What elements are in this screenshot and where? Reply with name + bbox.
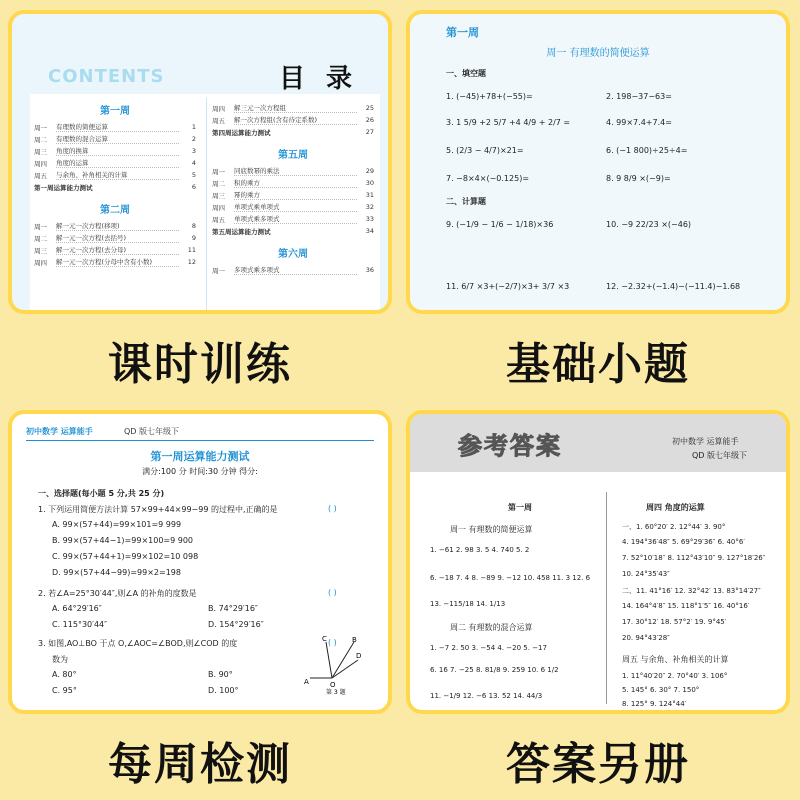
toc-list	[208, 165, 378, 225]
answer-line: 1. 11°40′20″ 2. 70°40′ 3. 106°	[622, 672, 728, 680]
toc-row	[208, 102, 378, 114]
toc-row-page: 3	[191, 147, 196, 155]
toc-row-title: 同底数幂的乘法	[234, 166, 357, 176]
section-heading: 一、填空题	[446, 69, 486, 78]
toc-row-title: 角度的运算	[56, 158, 179, 168]
toc-row	[208, 114, 378, 126]
toc-row	[30, 181, 200, 193]
question: 12. −2.32+(−1.4)−(−11.4)−1.68	[606, 282, 741, 291]
figure-caption: 第 3 题	[326, 689, 346, 696]
grade-label: QD 版七年级下	[124, 427, 179, 436]
toc-row-page: 5	[191, 171, 196, 179]
toc-row-day: 周三	[34, 246, 47, 255]
brand-label: 初中数学 运算能手	[672, 437, 739, 446]
toc-row-title: 与余角、补角相关的计算	[56, 170, 179, 180]
toc-row-page: 32	[365, 203, 374, 211]
ray-od	[332, 660, 358, 678]
toc-title: 目 录	[278, 64, 358, 94]
toc-row-day: 周五	[212, 116, 225, 125]
day-heading: 周二 有理数的混合运算	[450, 623, 533, 632]
toc-row-page: 36	[365, 266, 374, 274]
toc-divider	[206, 98, 207, 310]
toc-row-title: 单项式乘多项式	[234, 214, 357, 224]
option: D. 100°	[208, 686, 239, 695]
caption-basic-exercises: 基础小题	[506, 339, 690, 390]
question: 4. 99×7.4+7.4=	[606, 118, 672, 127]
toc-week-heading: 第二周	[100, 205, 130, 216]
question-continued: 数为	[52, 655, 68, 664]
toc-row-day: 周四	[34, 159, 47, 168]
grade-label: QD 版七年级下	[692, 451, 747, 460]
question: 10. −9 22/23 ×(−46)	[606, 220, 692, 229]
day-heading: 周五 与余角、补角相关的计算	[622, 655, 729, 664]
toc-row	[30, 121, 200, 133]
answer-line: 5. 145° 6. 30° 7. 150°	[622, 686, 700, 694]
option: C. 95°	[52, 686, 77, 695]
toc-row-page: 34	[365, 227, 374, 235]
option: B. 74°29′16″	[208, 604, 258, 613]
label-c: C	[322, 635, 327, 643]
test-title: 第一周运算能力测试	[150, 450, 250, 463]
toc-row-page: 4	[191, 159, 196, 167]
toc-list	[30, 220, 200, 268]
toc-row	[208, 264, 378, 276]
question: 2. 198−37−63=	[606, 92, 672, 101]
toc-row-page: 1	[191, 123, 196, 131]
question: 5. (2/3 − 4/7)×21=	[446, 146, 524, 155]
answer-line: 1. −7 2. 50 3. −54 4. −20 5. −17	[430, 644, 547, 652]
test-meta: 满分:100 分 时间:30 分钟 得分:	[142, 467, 258, 476]
answer-line: 8. 125° 9. 124°44′	[622, 700, 687, 708]
question: 7. −8×4×(−0.125)=	[446, 174, 530, 183]
answer-line: 4. 194°36′48″ 5. 69°29′36″ 6. 40°6′	[622, 538, 745, 546]
answer-line: 14. 164°4′8″ 15. 118°1′5″ 16. 40°16′	[622, 602, 750, 610]
answer-line: 二、11. 41°16′ 12. 32°42′ 13. 83°14′27″	[622, 587, 761, 595]
toc-row	[208, 189, 378, 201]
toc-row-title: 有理数的简便运算	[56, 122, 179, 132]
column-divider	[606, 492, 607, 704]
question: 8. 9 8/9 ×(−9)=	[606, 174, 671, 183]
option: C. 115°30′44″	[52, 620, 108, 629]
toc-row-day: 周一	[212, 266, 225, 275]
toc-row-title: 解一次方程组(含有待定系数)	[234, 115, 357, 125]
question: 9. (−1/9 − 1/6 − 1/18)×36	[446, 220, 554, 229]
ray-oc	[326, 642, 332, 678]
toc-row-title: 积的乘方	[234, 178, 357, 188]
toc-row-title: 解三元一次方程组	[234, 103, 357, 113]
option: A. 80°	[52, 670, 77, 679]
caption-answer-book: 答案另册	[506, 739, 690, 790]
toc-list	[30, 121, 200, 181]
answer-paren: ( )	[328, 504, 337, 513]
toc-row	[208, 225, 378, 237]
section-heading: 一、选择题(每小题 5 分,共 25 分)	[38, 489, 165, 498]
toc-row-title: 有理数的混合运算	[56, 134, 179, 144]
toc-row	[30, 220, 200, 232]
day-heading: 周一 有理数的简便运算	[450, 525, 533, 534]
toc-row	[208, 213, 378, 225]
answer-line: 6. 16 7. −25 8. 81/8 9. 259 10. 6 1/2	[430, 666, 559, 674]
brand-label: 初中数学 运算能手	[26, 427, 93, 436]
toc-row-title: 解一元一次方程(去括号)	[56, 233, 179, 243]
option: B. 90°	[208, 670, 233, 679]
answer-paren: ( )	[328, 638, 337, 647]
toc-row-day: 周四	[34, 258, 47, 267]
panel-weekly-test	[12, 414, 388, 710]
toc-row	[30, 232, 200, 244]
label-a: A	[304, 678, 309, 686]
toc-week-heading: 第五周	[278, 150, 308, 161]
toc-left-column	[30, 94, 200, 268]
answer-line: 10. 24°35′43″	[622, 570, 670, 578]
toc-row-page: 29	[365, 167, 374, 175]
answer-header-title: 参考答案	[458, 432, 562, 460]
toc-row-page: 12	[187, 258, 196, 266]
question: 1. (−45)+78+(−55)=	[446, 92, 533, 101]
toc-row-title: 幂的乘方	[234, 190, 357, 200]
toc-row-day: 周一	[212, 167, 225, 176]
toc-row	[208, 177, 378, 189]
toc-list	[208, 102, 378, 126]
toc-row-page: 30	[365, 179, 374, 187]
option: D. 99×(57+44−99)=99×2=198	[52, 568, 181, 577]
toc-right-column	[208, 94, 378, 276]
contents-watermark: CONTENTS	[48, 66, 165, 87]
toc-row-page: 27	[365, 128, 374, 136]
question: 2. 若∠A=25°30′44″,则∠A 的补角的度数是	[38, 589, 197, 598]
toc-row-page: 11	[187, 246, 196, 254]
toc-row-title: 第一周运算能力测试	[34, 183, 93, 192]
toc-row-day: 周二	[34, 234, 47, 243]
answer-line: 20. 94°43′28″	[622, 634, 670, 642]
toc-row-page: 33	[365, 215, 374, 223]
toc-row-day: 周五	[212, 215, 225, 224]
toc-row-title: 单项式乘单项式	[234, 202, 357, 212]
answer-line: 17. 30°12′ 18. 57°2′ 19. 9°45′	[622, 618, 727, 626]
question: 3. 1 5/9 +2 5/7 +4 4/9 + 2/7 =	[446, 118, 571, 127]
label-o: O	[330, 681, 336, 689]
toc-row	[30, 145, 200, 157]
toc-row-title: 多项式乘多项式	[234, 265, 357, 275]
question: 6. (−1 800)÷25÷4=	[606, 146, 688, 155]
toc-row	[30, 157, 200, 169]
toc-row	[30, 133, 200, 145]
toc-row	[30, 169, 200, 181]
toc-row-day: 周一	[34, 222, 47, 231]
caption-weekly-test: 每周检测	[108, 739, 292, 790]
answer-line: 一、1. 60°20′ 2. 12°44′ 3. 90°	[622, 523, 726, 531]
toc-row-page: 31	[365, 191, 374, 199]
week-label: 第一周	[446, 26, 479, 39]
toc-sheet	[30, 94, 380, 310]
toc-row	[208, 165, 378, 177]
toc-week-heading: 第一周	[100, 106, 130, 117]
option: A. 64°29′16″	[52, 604, 102, 613]
answer-line: 1. −61 2. 98 3. 5 4. 740 5. 2	[430, 546, 530, 554]
week-heading: 第一周	[508, 503, 532, 512]
toc-row-day: 周二	[34, 135, 47, 144]
panel-contents	[12, 14, 388, 310]
toc-row-day: 周三	[212, 191, 225, 200]
question: 1. 下列运用简便方法计算 57×99+44×99−99 的过程中,正确的是	[38, 505, 278, 514]
toc-row	[208, 126, 378, 138]
section-heading: 二、计算题	[446, 197, 486, 206]
toc-list	[208, 264, 378, 276]
day-heading: 周四 角度的运算	[646, 503, 705, 512]
toc-row-day: 周二	[212, 179, 225, 188]
option: B. 99×(57+44−1)=99×100=9 900	[52, 536, 194, 545]
toc-row-title: 第五周运算能力测试	[212, 227, 271, 236]
toc-row-day: 周五	[34, 171, 47, 180]
toc-row-page: 26	[365, 116, 374, 124]
toc-row-day: 周三	[34, 147, 47, 156]
toc-row-page: 8	[191, 222, 196, 230]
toc-row-title: 第四周运算能力测试	[212, 128, 271, 137]
exercise-title: 周一 有理数的简便运算	[546, 48, 650, 59]
ray-ob	[332, 642, 354, 678]
caption-lesson-training: 课时训练	[108, 339, 292, 390]
toc-row-page: 9	[191, 234, 196, 242]
toc-row-page: 2	[191, 135, 196, 143]
toc-row-day: 周一	[34, 123, 47, 132]
answer-line: 7. 52°10′18″ 8. 112°43′10″ 9. 127°18′26″	[622, 554, 766, 562]
option: A. 99×(57+44)=99×101=9 999	[52, 520, 182, 529]
toc-week-heading: 第六周	[278, 249, 308, 260]
option: D. 154°29′16″	[208, 620, 264, 629]
toc-row	[30, 256, 200, 268]
toc-row-day: 周四	[212, 203, 225, 212]
toc-row-page: 6	[191, 183, 196, 191]
header-rule	[26, 440, 374, 441]
toc-row-page: 25	[365, 104, 374, 112]
question: 3. 如图,AO⊥BO 于点 O,∠AOC=∠BOD,则∠COD 的度	[38, 639, 238, 648]
question: 11. 6/7 ×3+(−2/7)×3+ 3/7 ×3	[446, 282, 570, 291]
option: C. 99×(57+44+1)=99×102=10 098	[52, 552, 199, 561]
panel-answer-key	[410, 414, 786, 710]
answer-paren: ( )	[328, 588, 337, 597]
toc-row-title: 角度的换算	[56, 146, 179, 156]
toc-row-title: 解一元一次方程(去分母)	[56, 245, 179, 255]
toc-row-day: 周四	[212, 104, 225, 113]
label-d: D	[356, 652, 362, 660]
toc-row	[208, 201, 378, 213]
answer-line: 6. −18 7. 4 8. −89 9. −12 10. 458 11. 3 12. 6	[430, 574, 591, 582]
toc-row-title: 解一元一次方程(分母中含有小数)	[56, 257, 179, 267]
angle-figure	[302, 634, 362, 696]
answer-line: 13. −115/18 14. 1/13	[430, 600, 506, 608]
label-b: B	[352, 636, 357, 644]
toc-row-title: 解一元一次方程(移项)	[56, 221, 179, 231]
panel-basic-exercises	[410, 14, 786, 310]
toc-row	[30, 244, 200, 256]
answer-line: 11. −1/9 12. −6 13. 52 14. 44/3	[430, 692, 543, 700]
